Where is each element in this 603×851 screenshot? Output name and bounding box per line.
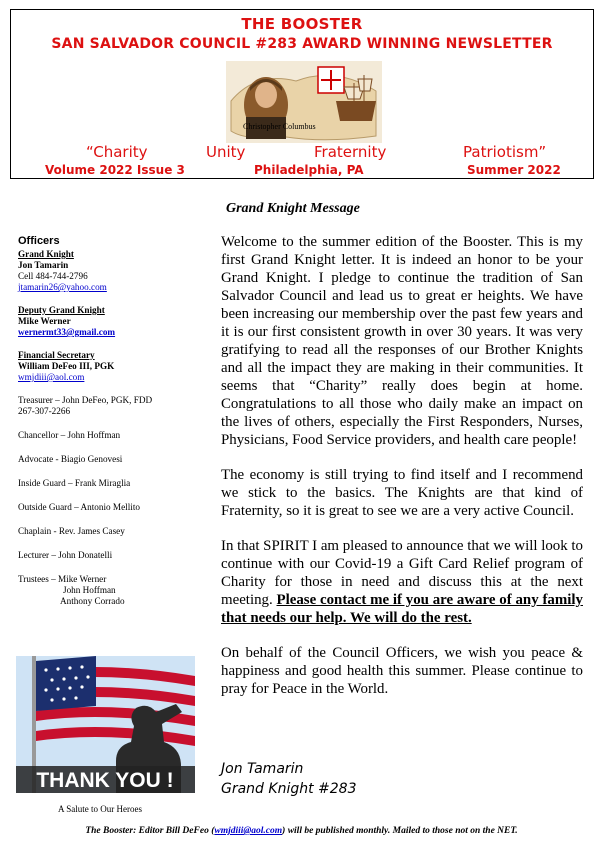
treasurer: Treasurer – John DeFeo, PGK, FDD	[18, 395, 153, 405]
letter-paragraph-4: On behalf of the Council Officers, we wish you peace & happiness and good health this summer. Please continue to pray for Peace in the World.	[221, 645, 583, 697]
logo-caption: Christopher Columbus	[243, 122, 316, 131]
footer-post: ) will be published monthly. Mailed to those not on the NET.	[282, 826, 518, 836]
footer-note	[0, 826, 603, 836]
trustees-3: Anthony Corrado	[60, 596, 125, 606]
signature	[221, 759, 357, 799]
officers-title: Officers	[18, 235, 60, 247]
fs-name: William DeFeo III, PGK	[18, 361, 115, 371]
footer-pre: The Booster: Editor Bill DeFeo (	[85, 826, 215, 836]
motto-patriotism: Patriotism”	[463, 143, 547, 161]
letter-paragraph-3-text: In that SPIRIT I am pleased to announce that we will look to continue with our Covid-19 a Gift Card Relief program of Charity for those in need and discuss this at the next meeting.	[221, 538, 583, 608]
fs-email-link[interactable]: wmjdiii@aol.com	[18, 372, 85, 382]
dgk-role: Deputy Grand Knight	[18, 305, 105, 315]
motto-fraternity: Fraternity	[314, 143, 387, 161]
gk-name: Jon Tamarin	[18, 260, 69, 270]
dgk-email-link[interactable]: wernermt33@gmail.com	[18, 327, 116, 337]
volume-issue: Volume 2022 Issue 3	[45, 163, 185, 177]
salute-flag-image	[16, 656, 195, 793]
advocate: Advocate - Biagio Genovesi	[18, 454, 123, 464]
letter-paragraph-1: Welcome to the summer edition of the Booster. This is my first Grand Knight letter. It is indeed an honor to be your Grand Knight. I pledge to continue the tradition of San Salvador Council and lead us to great er heights. We have been increasing our membership over the past few years and it is our first consistent growth in over 30 years. It was very gratifying to read all the responses of our Brother Knights and all the impact they are making in their communities. It seems that “Charity” really does begin at home. Congratulations to all those who daily make an impact on the lives of others, especially the First Responders, Nurses, Physicians, Food Service providers, and health care people!	[221, 234, 583, 448]
trustees-2: John Hoffman	[63, 585, 116, 595]
trustees-1: Trustees – Mike Werner	[18, 574, 107, 584]
gk-role: Grand Knight	[18, 249, 74, 259]
section-heading: Grand Knight Message	[226, 201, 360, 216]
lecturer: Lecturer – John Donatelli	[18, 550, 113, 560]
motto-charity: “Charity	[86, 143, 148, 161]
treasurer-phone: 267-307-2266	[18, 406, 71, 416]
signature-title: Grand Knight #283	[221, 781, 357, 797]
outside-guard: Outside Guard – Antonio Mellito	[18, 502, 140, 512]
letter-paragraph-2: The economy is still trying to find itself and I recommend we stick to the basics. The Knights are that kind of Fraternity, so it is great to see we are a very active Council.	[221, 467, 583, 519]
gk-cell: Cell 484-744-2796	[18, 271, 88, 281]
letter-emphasis: Please contact me if you are aware of any family that needs our help. We will do the rest.	[221, 592, 583, 626]
motto-unity: Unity	[206, 143, 246, 161]
flag-caption: A Salute to Our Heroes	[58, 804, 142, 814]
signature-name: Jon Tamarin	[221, 761, 304, 777]
chancellor: Chancellor – John Hoffman	[18, 430, 121, 440]
chaplain: Chaplain - Rev. James Casey	[18, 526, 125, 536]
officers-sidebar	[18, 236, 208, 607]
inside-guard: Inside Guard – Frank Miraglia	[18, 478, 131, 488]
letter-paragraph-3	[221, 537, 583, 627]
letter-body	[221, 233, 583, 715]
footer-email-link[interactable]: wmjdiii@aol.com	[214, 826, 283, 836]
thank-you-text: THANK YOU !	[36, 769, 174, 792]
dgk-name: Mike Werner	[18, 316, 71, 326]
fs-role: Financial Secretary	[18, 350, 95, 360]
season: Summer 2022	[467, 163, 561, 177]
newsletter-title: THE BOOSTER	[241, 15, 363, 33]
newsletter-subtitle: SAN SALVADOR COUNCIL #283 AWARD WINNING NEWSLETTER	[51, 36, 553, 52]
location: Philadelphia, PA	[254, 163, 364, 177]
gk-email-link[interactable]: jtamarin26@yahoo.com	[18, 282, 107, 292]
masthead	[10, 9, 594, 179]
